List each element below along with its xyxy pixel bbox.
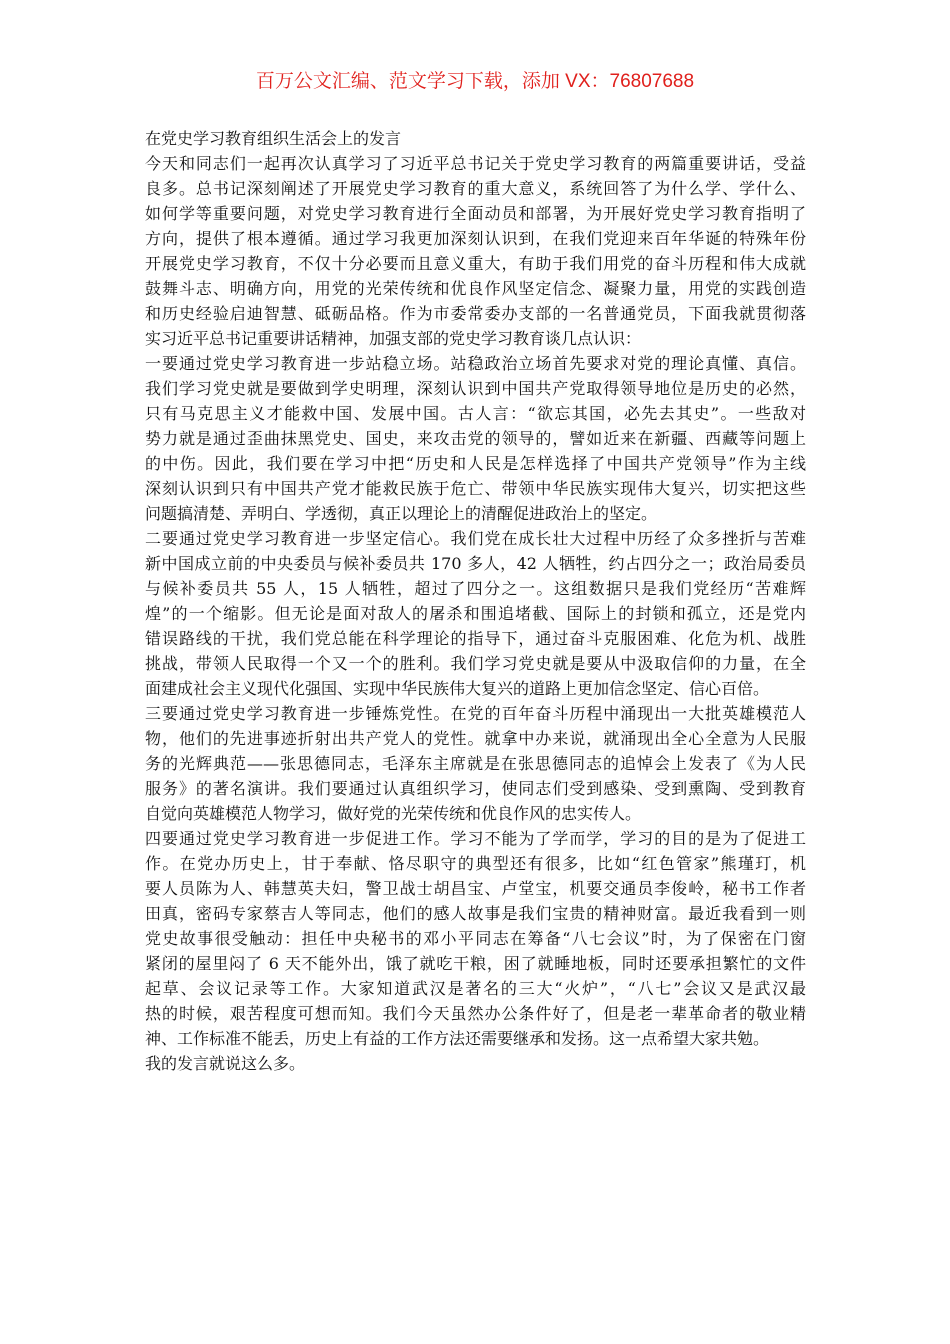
- paragraph-line: 一要通过党史学习教育进一步站稳立场。站稳政治立场首先要求对党的理论真懂、真信。: [145, 354, 806, 373]
- paragraph-line: 二要通过党史学习教育进一步坚定信心。我们党在成长壮大过程中历经了众多挫折与苦难: [145, 529, 806, 548]
- paragraph-line: 错误路线的干扰，我们党总能在科学理论的指导下，通过奋斗克服困难、化危为机、战胜: [145, 629, 806, 648]
- paragraph-line: 热的时候，艰苦程度可想而知。我们今天虽然办公条件好了，但是老一辈革命者的敬业精: [145, 1004, 806, 1023]
- paragraph-line: 问题搞清楚、弄明白、学透彻，真正以理论上的清醒促进政治上的坚定。: [145, 504, 658, 523]
- paragraph-line: 神、工作标准不能丢，历史上有益的工作方法还需要继承和发扬。这一点希望大家共勉。: [145, 1029, 770, 1048]
- paragraph: [145, 151, 806, 351]
- document-body: [145, 126, 806, 1076]
- paragraph-line: 的中伤。因此，我们要在学习中把“历史和人民是怎样选择了中国共产党领导”作为主线: [145, 454, 806, 473]
- paragraph-line: 势力就是通过歪曲抹黑党史、国史，来攻击党的领导的，譬如近来在新疆、西藏等问题上: [145, 429, 806, 448]
- paragraph-line: 我们学习党史就是要做到学史明理，深刻认识到中国共产党取得领导地位是历史的必然，: [145, 379, 806, 398]
- paragraph-line: 作。在党办历史上，甘于奉献、恪尽职守的典型还有很多，比如“红色管家”熊瑾玎，机: [145, 854, 806, 873]
- paragraph-line: 党史故事很受触动：担任中央秘书的邓小平同志在筹备“八七会议”时，为了保密在门窗: [145, 929, 806, 948]
- watermark-banner: 百万公文汇编、范文学习下载，添加 VX：76807688: [255, 71, 695, 92]
- paragraph-line: 要人员陈为人、韩慧英夫妇，警卫战士胡昌宝、卢堂宝，机要交通员李俊岭，秘书工作者: [145, 879, 806, 898]
- paragraph-line: 和历史经验启迪智慧、砥砺品格。作为市委常委办支部的一名普通党员，下面我就贯彻落: [145, 304, 806, 323]
- paragraph-line: 物，他们的先进事迹折射出共产党人的党性。就拿中办来说，就涌现出全心全意为人民服: [145, 729, 806, 748]
- paragraph-line: 田真，密码专家蔡吉人等同志，他们的感人故事是我们宝贵的精神财富。最近我看到一则: [145, 904, 806, 923]
- paragraph-line: 深刻认识到只有中国共产党才能救民族于危亡、带领中华民族实现伟大复兴，切实把这些: [145, 479, 806, 498]
- paragraph-line: 与候补委员共 55 人，15 人牺牲，超过了四分之一。这组数据只是我们党经历“苦难辉: [145, 579, 806, 598]
- paragraph-line: 方向，提供了根本遵循。通过学习我更加深刻认识到，在我们党迎来百年华诞的特殊年份: [145, 229, 806, 248]
- paragraph-line: 实习近平总书记重要讲话精神，加强支部的党史学习教育谈几点认识：: [145, 329, 642, 348]
- paragraph-line: 开展党史学习教育，不仅十分必要而且意义重大，有助于我们用党的奋斗历程和伟大成就: [145, 254, 806, 273]
- paragraph-line: 我的发言就说这么多。: [145, 1054, 306, 1073]
- paragraph-line: 煌”的一个缩影。但无论是面对敌人的屠杀和围追堵截、国际上的封锁和孤立，还是党内: [145, 604, 806, 623]
- paragraph-line: 务的光辉典范——张思德同志，毛泽东主席就是在张思德同志的追悼会上发表了《为人民: [145, 754, 806, 773]
- paragraph-line: 四要通过党史学习教育进一步促进工作。学习不能为了学而学，学习的目的是为了促进工: [145, 829, 806, 848]
- paragraphs: [145, 151, 806, 1076]
- paragraph-line: 鼓舞斗志、明确方向，用党的光荣传统和优良作风坚定信念、凝聚力量，用党的实践创造: [145, 279, 806, 298]
- paragraph-line: 新中国成立前的中央委员与候补委员共 170 多人，42 人牺牲，约占四分之一；政治局委员: [145, 554, 806, 573]
- paragraph-line: 紧闭的屋里闷了 6 天不能外出，饿了就吃干粮，困了就睡地板，同时还要承担繁忙的文件: [145, 954, 806, 973]
- paragraph: [145, 351, 806, 526]
- paragraph-line: 如何学等重要问题，对党史学习教育进行全面动员和部署，为开展好党史学习教育指明了: [145, 204, 806, 223]
- paragraph: [145, 1051, 806, 1076]
- paragraph-line: 面建成社会主义现代化强国、实现中华民族伟大复兴的道路上更加信念坚定、信心百倍。: [145, 679, 770, 698]
- paragraph-line: 挑战，带领人民取得一个又一个的胜利。我们学习党史就是要从中汲取信仰的力量，在全: [145, 654, 806, 673]
- paragraph-line: 自觉向英雄模范人物学习，做好党的光荣传统和优良作风的忠实传人。: [145, 804, 642, 823]
- paragraph-line: 三要通过党史学习教育进一步锤炼党性。在党的百年奋斗历程中涌现出一大批英雄模范人: [145, 704, 806, 723]
- paragraph: [145, 826, 806, 1051]
- paragraph-line: 服务》的著名演讲。我们要通过认真组织学习，使同志们受到感染、受到熏陶、受到教育: [145, 779, 806, 798]
- paragraph-line: 今天和同志们一起再次认真学习了习近平总书记关于党史学习教育的两篇重要讲话，受益: [145, 154, 806, 173]
- paragraph-line: 只有马克思主义才能救中国、发展中国。古人言：“欲忘其国，必先去其史”。一些敌对: [145, 404, 806, 423]
- paragraph-line: 良多。总书记深刻阐述了开展党史学习教育的重大意义，系统回答了为什么学、学什么、: [145, 179, 806, 198]
- paragraph: [145, 701, 806, 826]
- paragraph: [145, 526, 806, 701]
- document-title: 在党史学习教育组织生活会上的发言: [145, 129, 402, 148]
- paragraph-line: 起草、会议记录等工作。大家知道武汉是著名的三大“火炉”，“八七”会议又是武汉最: [145, 979, 806, 998]
